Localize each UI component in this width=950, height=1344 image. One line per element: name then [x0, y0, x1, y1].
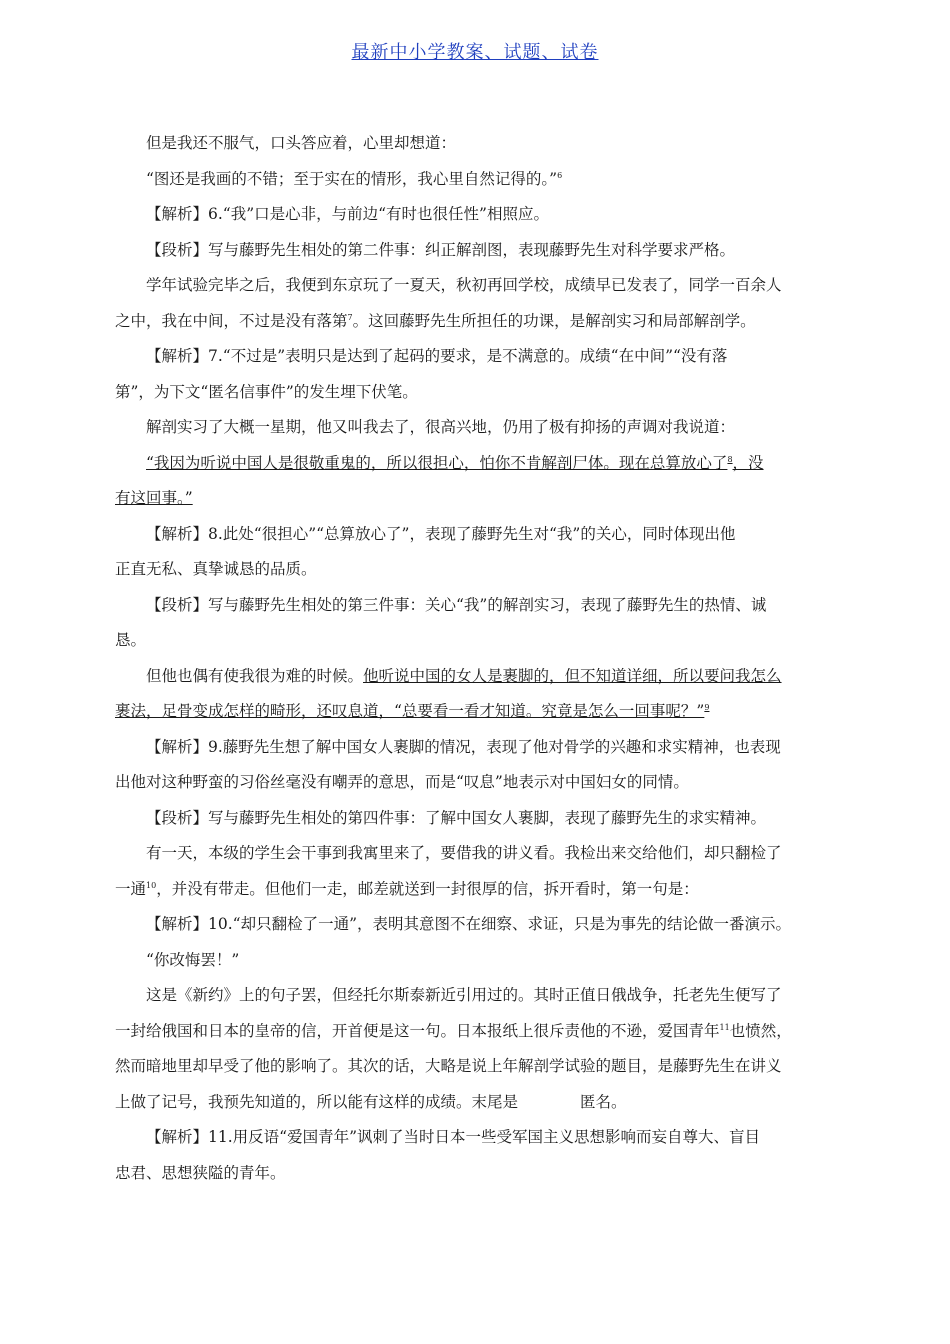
text-line	[115, 552, 845, 588]
line-text: 学年试验完毕之后，我便到东京玩了一夏天，秋初再回学校，成绩早已发表了，同学一百余人	[146, 276, 782, 294]
line-text: 一通	[115, 879, 147, 898]
text-line	[115, 233, 845, 269]
text-line	[115, 659, 845, 695]
line-text-continued: 匿名。	[580, 1092, 627, 1111]
text-line	[115, 1085, 845, 1121]
text-line	[115, 623, 845, 659]
text-line	[115, 694, 845, 730]
text-line	[115, 304, 845, 340]
text-line	[115, 517, 845, 553]
line-text: 但是我还不服气，口头答应着，心里却想道：	[146, 134, 457, 152]
footnote-marker: 6	[557, 170, 563, 180]
line-text: 一封给俄国和日本的皇帝的信，开首便是这一句。日本报纸上很斥责他的不逊，爱国青年	[115, 1021, 720, 1040]
line-text: 【解析】7.“不过是”表明只是达到了起码的要求，是不满意的。成绩“在中间”“没有落	[146, 347, 728, 365]
line-text: 上做了记号，我预先知道的，所以能有这样的成绩。末尾是	[115, 1092, 519, 1111]
line-text-continued: 。这回藤野先生所担任的功课，是解剖实习和局部解剖学。	[352, 311, 756, 330]
line-text: 【段析】写与藤野先生相处的第四件事：了解中国女人裹脚，表现了藤野先生的求实精神。	[146, 808, 767, 827]
line-text: 之中，我在中间，不过是没有落第	[115, 311, 348, 330]
text-line	[115, 126, 845, 162]
footnote-marker: 7	[347, 312, 353, 322]
footnote-marker: 11	[719, 1022, 730, 1032]
line-text-continued: ，并没有带走。但他们一走，邮差就送到一封很厚的信，拆开看时，第一句是：	[156, 879, 699, 898]
text-line	[115, 481, 845, 517]
text-line	[115, 872, 845, 908]
text-line	[115, 765, 845, 801]
footnote-marker: 10	[146, 880, 157, 890]
line-text: “我因为听说中国人是很敬重鬼的，所以很担心，怕你不肯解剖尸体。现在总算放心了	[146, 453, 728, 472]
line-text-continued: ，没	[732, 453, 764, 472]
line-text: 【解析】9.藤野先生想了解中国女人裹脚的情况，表现了他对骨学的兴趣和求实精神，也表现	[146, 737, 781, 756]
line-text: 【解析】11.用反语“爱国青年”讽刺了当时日本一些受军国主义思想影响而妄自尊大、盲目	[146, 1128, 761, 1146]
line-text: “图还是我画的不错；至于实在的情形，我心里自然记得的。”	[146, 169, 558, 188]
text-line	[115, 801, 845, 837]
text-line	[115, 1049, 845, 1085]
line-text: 【解析】10.“却只翻检了一通”，表明其意图不在细察、求证，只是为事先的结论做一番演示。	[146, 915, 792, 933]
page-header: 最新中小学教案、试题、试卷	[351, 42, 599, 63]
line-text: 【解析】8.此处“很担心”“总算放心了”，表现了藤野先生对“我”的关心，同时体现出他	[146, 524, 736, 543]
text-line	[115, 1156, 845, 1192]
line-text: 恳。	[115, 631, 147, 649]
line-text: 有这回事。”	[115, 489, 193, 507]
line-text: 【段析】写与藤野先生相处的第二件事：纠正解剖图，表现藤野先生对科学要求严格。	[146, 240, 736, 259]
line-text: 这是《新约》上的句子罢，但经托尔斯泰新近引用过的。其时正值日俄战争，托老先生便写了	[146, 986, 782, 1004]
text-line	[115, 197, 845, 233]
underlined-text: 他听说中国的女人是裹脚的，但不知道详细，所以要问我怎么	[363, 666, 782, 685]
text-line	[115, 446, 845, 482]
footnote-marker: 8	[727, 454, 733, 464]
text-line	[115, 730, 845, 766]
text-line	[115, 943, 845, 979]
footnote-marker: 9	[704, 703, 710, 712]
line-text-continued: 也愤然，	[729, 1021, 792, 1040]
line-text: 忠君、思想狭隘的青年。	[115, 1163, 286, 1182]
line-text: 【解析】6.“我”口是心非，与前边“有时也很任性”相照应。	[146, 205, 549, 223]
document-body	[115, 126, 845, 1191]
line-text: 裹法，足骨变成怎样的畸形，还叹息道，“总要看一看才知道。究竟是怎么一回事呢？”	[115, 702, 705, 720]
line-text: “你改悔罢！”	[146, 950, 240, 969]
text-line	[115, 375, 845, 411]
line-text: 但他也偶有使我很为难的时候。	[146, 666, 364, 685]
text-line	[115, 907, 845, 943]
line-text: 第”，为下文“匿名信事件”的发生埋下伏笔。	[115, 382, 418, 401]
text-line	[115, 836, 845, 872]
text-line	[115, 1014, 845, 1050]
text-line	[115, 1120, 845, 1156]
text-line	[115, 268, 845, 304]
text-line	[115, 978, 845, 1014]
line-text: 然而暗地里却早受了他的影响了。其次的话，大略是说上年解剖学试验的题目，是藤野先生在讲义	[115, 1057, 782, 1075]
text-line	[115, 162, 845, 198]
line-text: 解剖实习了大概一星期，他又叫我去了，很高兴地，仍用了极有抑扬的声调对我说道：	[146, 418, 736, 436]
text-line	[115, 588, 845, 624]
text-line	[115, 410, 845, 446]
line-text: 出他对这种野蛮的习俗丝毫没有嘲弄的意思，而是“叹息”地表示对中国妇女的同情。	[115, 773, 689, 791]
line-text: 【段析】写与藤野先生相处的第三件事：关心“我”的解剖实习，表现了藤野先生的热情、诚	[146, 595, 767, 614]
line-text: 有一天，本级的学生会干事到我寓里来了，要借我的讲义看。我检出来交给他们，却只翻检了	[146, 844, 782, 862]
line-text: 正直无私、真挚诚恳的品质。	[115, 560, 317, 578]
text-line	[115, 339, 845, 375]
